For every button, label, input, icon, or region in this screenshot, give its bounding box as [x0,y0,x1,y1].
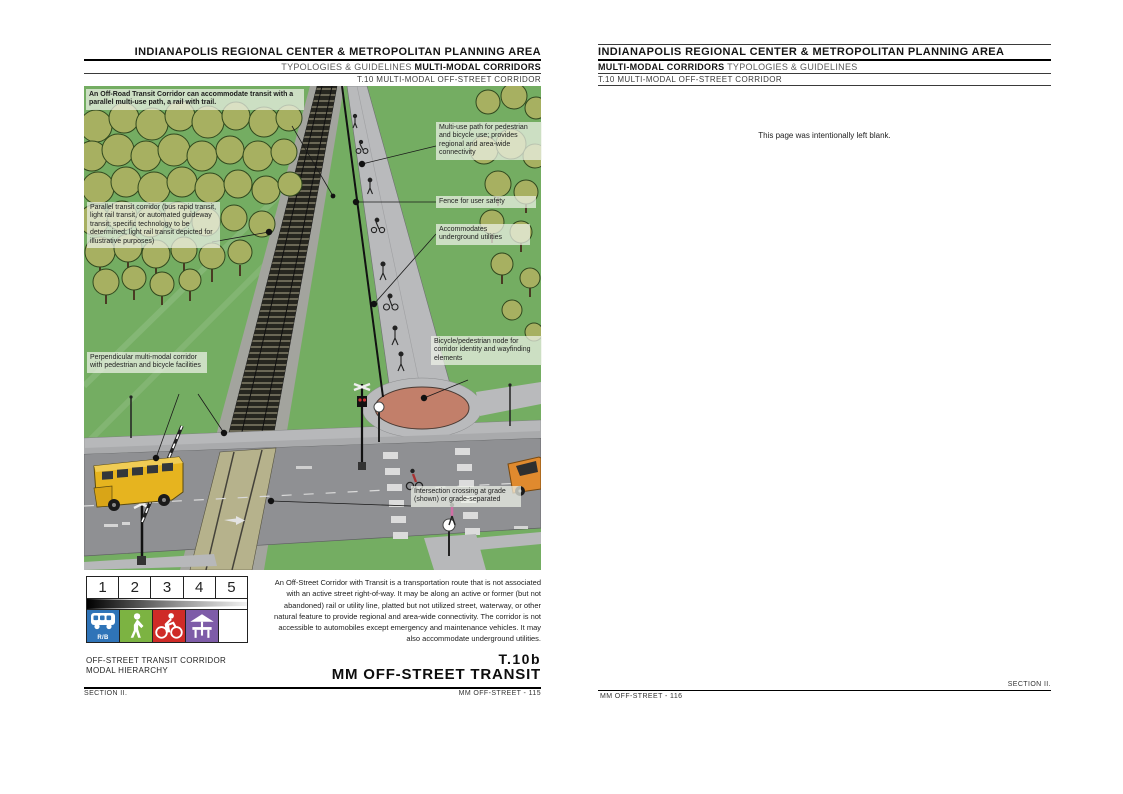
hierarchy-gradient-wedge [87,598,247,610]
right-page-section-line: T.10 MULTI-MODAL OFF-STREET CORRIDOR [598,75,783,84]
annotation-off-road-intro: An Off-Road Transit Corridor can accommodate transit with a parallel multi-use path, a rail with trail. [86,89,304,110]
annotation-underground-utilities: Accommodates underground utilities [436,224,530,245]
right-footer-section: SECTION II. [1007,681,1051,688]
pedestrian-icon [120,610,153,642]
hierarchy-empty-cell [219,610,247,642]
transit-shelter-icon [186,610,219,642]
hierarchy-caption-line2: MODAL HIERARCHY [86,666,168,676]
right-page-subtitle [598,62,1051,72]
left-page-title: INDIANAPOLIS REGIONAL CENTER & METROPOLITAN PLANNING AREA [134,46,541,58]
left-footer-section: SECTION II. [84,690,128,697]
transit-bus-icon [87,610,120,642]
annotation-multi-use-path: Multi-use path for pedestrian and bicycle use; provides regional and area-wide connectivity [436,122,542,160]
hierarchy-number-row [87,577,247,598]
annotation-parallel-transit-corridor: Parallel transit corridor (bus rapid transit, light rail transit, or automated guideway transit; specific technology to be determined; light rail transit depicted for illustrative purposes) [87,202,220,248]
right-footer-page: MM OFF-STREET - 116 [600,693,683,700]
left-page-subtitle [84,62,541,72]
lamp-globe [374,402,384,412]
bus-badge-label: R/B [97,635,109,641]
right-header-rule-1 [598,59,1051,61]
annotation-bicycle-pedestrian-node: Bicycle/pedestrian node for corridor identity and wayfinding elements [431,336,542,365]
subtitle-normal: TYPOLOGIES & GUIDELINES [281,62,412,72]
right-page-title: INDIANAPOLIS REGIONAL CENTER & METROPOLITAN PLANNING AREA [598,46,1005,58]
right-footer-rule [598,690,1051,691]
hierarchy-caption-line1: OFF-STREET TRANSIT CORRIDOR [86,656,227,665]
left-header-rule-1 [84,59,541,61]
intentionally-blank-text: This page was intentionally left blank. [758,131,891,140]
subtitle-normal: TYPOLOGIES & GUIDELINES [727,62,858,72]
left-footer-rule [84,687,541,689]
hierarchy-rank-5: 5 [216,577,247,598]
annotation-perpendicular-corridor: Perpendicular multi-modal corridor with pedestrian and bicycle facilities [87,352,207,373]
typology-code: T.10b [498,651,541,667]
right-header-rule-3 [598,85,1051,86]
annotation-intersection-crossing: Intersection crossing at grade (shown) or grade-separated [411,486,521,507]
corridor-illustration [84,86,541,570]
modal-hierarchy-table [86,576,248,643]
hierarchy-rank-2: 2 [119,577,151,598]
right-header-top-rule [598,44,1051,45]
left-header-rule-2 [84,73,541,74]
hierarchy-rank-1: 1 [87,577,119,598]
annotation-fence: Fence for user safety [436,196,536,208]
left-page-section-line: T.10 MULTI-MODAL OFF-STREET CORRIDOR [356,75,541,84]
left-footer-page: MM OFF-STREET - 115 [458,690,541,697]
subtitle-bold: MULTI-MODAL CORRIDORS [598,62,725,72]
bicycle-icon [153,610,186,642]
right-header-rule-2 [598,73,1051,74]
hierarchy-icon-row [87,610,247,642]
hierarchy-rank-4: 4 [184,577,216,598]
typology-title: MM OFF-STREET TRANSIT [331,666,541,683]
subtitle-bold: MULTI-MODAL CORRIDORS [414,62,541,72]
typology-description: An Off-Street Corridor with Transit is a transportation route that is not associated with an active street right-of-way. It may be along an active or former (but not abandoned) rail or utility line, platted but not utilized street, waterway, or other natural feature to provide regional and area-wide connectivity. The corridor is not accessible to automobiles except emergency and maintenance vehicles. It may also accommodate underground utilities. [274,578,541,644]
hierarchy-caption [86,656,266,677]
hierarchy-rank-3: 3 [151,577,183,598]
